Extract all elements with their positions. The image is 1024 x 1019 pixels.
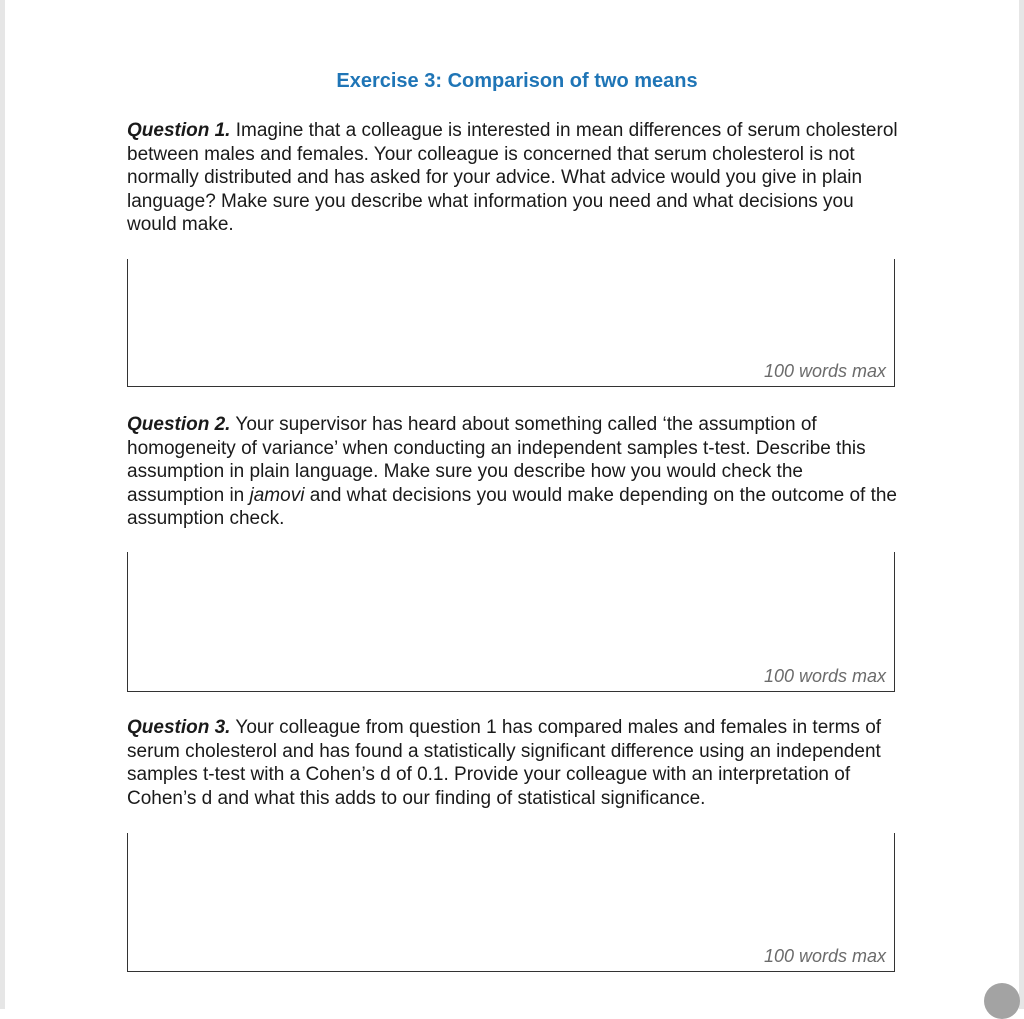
question-2-label: Question 2. <box>127 414 231 435</box>
question-1 <box>127 119 902 237</box>
question-3-text: Your colleague from question 1 has compared males and females in terms of serum cholesterol and has found a statistically significant difference using an independent samples t-test with a Cohen’s d of 0.1. Provide your colleague with an interpretation of Cohen’s d and what this adds to our finding of statistical significance. <box>127 717 882 809</box>
question-2-software-name: jamovi <box>249 484 305 506</box>
question-1-text: Imagine that a colleague is interested in mean differences of serum cholesterol between males and females. Your colleague is concerned that serum cholesterol is not normally distributed and has asked for your advice. What advice would you give in plain language? Make sure you describe what information you need and what decisions you would make. <box>127 120 898 236</box>
word-limit-2: 100 words max <box>763 666 886 686</box>
question-3 <box>127 716 902 810</box>
answer-box-2[interactable] <box>127 552 895 692</box>
answer-box-3[interactable] <box>127 833 895 972</box>
question-1-label: Question 1. <box>127 120 231 141</box>
question-3-label: Question 3. <box>127 717 231 738</box>
answer-box-1[interactable] <box>127 259 895 387</box>
scroll-thumb[interactable] <box>984 983 1020 1019</box>
question-2-text: Your supervisor has heard about something called ‘the assumption of homogeneity of variance’ when conducting an independent samples t-test. Describe this assumption in plain language. Make sure you describe how you would check the assumption in <box>127 414 866 506</box>
question-2 <box>127 413 902 531</box>
page-edge-right <box>1019 0 1024 1009</box>
word-limit-1: 100 words max <box>763 361 886 381</box>
word-limit-3: 100 words max <box>763 946 886 966</box>
page-title: Exercise 3: Comparison of two means <box>336 70 698 92</box>
page-edge-left <box>0 0 5 1009</box>
question-2-text-end: and what decisions you would make depending on the outcome of the assumption check. <box>127 484 897 530</box>
